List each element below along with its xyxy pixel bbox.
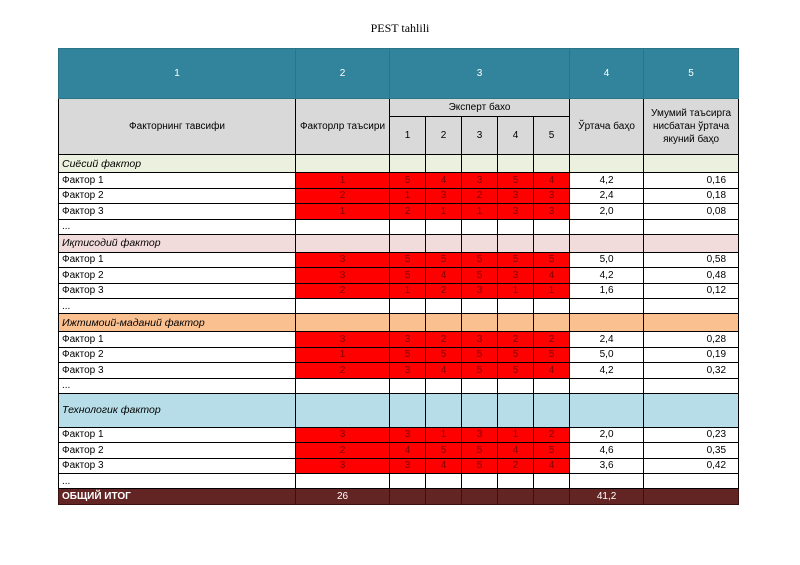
total-blank-cell [644, 489, 739, 505]
section-blank-cell [296, 314, 390, 332]
empty-cell [462, 378, 498, 393]
expert-score-cell: 5 [498, 252, 534, 268]
empty-cell [570, 378, 644, 393]
section-blank-cell [570, 393, 644, 427]
expert-score-cell: 2 [462, 188, 498, 204]
factor-influence-cell: 1 [296, 204, 390, 220]
column-number-2: 2 [296, 49, 390, 99]
expert-score-cell: 2 [426, 283, 462, 299]
empty-cell [390, 378, 426, 393]
section-blank-cell [462, 155, 498, 173]
expert-score-cell: 5 [462, 363, 498, 379]
factor-label: Фактор 3 [59, 363, 296, 379]
average-score-cell: 4,2 [570, 363, 644, 379]
total-blank-cell [426, 489, 462, 505]
total-blank-cell [390, 489, 426, 505]
expert-score-cell: 1 [390, 283, 426, 299]
expert-score-cell: 4 [390, 443, 426, 459]
expert-score-cell: 5 [426, 347, 462, 363]
section-blank-cell [644, 314, 739, 332]
empty-cell [498, 219, 534, 234]
section-row [59, 393, 739, 427]
average-score-cell: 5,0 [570, 252, 644, 268]
factor-row [59, 443, 739, 459]
total-average-sum: 41,2 [570, 489, 644, 505]
average-score-cell: 4,6 [570, 443, 644, 459]
ellipsis-row [59, 299, 739, 314]
ellipsis-row [59, 219, 739, 234]
section-blank-cell [498, 314, 534, 332]
factor-label: Фактор 1 [59, 332, 296, 348]
expert-score-cell: 5 [462, 458, 498, 474]
expert-score-cell: 5 [426, 252, 462, 268]
section-blank-cell [390, 314, 426, 332]
section-blank-cell [390, 393, 426, 427]
ellipsis-row [59, 474, 739, 489]
expert-score-cell: 1 [426, 427, 462, 443]
factor-influence-cell: 1 [296, 173, 390, 189]
average-score-cell: 3,6 [570, 458, 644, 474]
header-row [59, 99, 739, 117]
factor-label: Фактор 3 [59, 204, 296, 220]
factor-label: Фактор 2 [59, 443, 296, 459]
factor-label: Фактор 1 [59, 173, 296, 189]
expert-score-cell: 3 [462, 427, 498, 443]
expert-score-cell: 4 [534, 173, 570, 189]
ellipsis-cell: ... [59, 474, 296, 489]
empty-cell [498, 378, 534, 393]
expert-score-cell: 5 [462, 252, 498, 268]
section-blank-cell [534, 314, 570, 332]
expert-score-cell: 4 [534, 363, 570, 379]
empty-cell [498, 474, 534, 489]
final-score-cell: 0,42 [644, 458, 739, 474]
expert-score-cell: 1 [498, 283, 534, 299]
expert-score-cell: 3 [498, 268, 534, 284]
ellipsis-row [59, 378, 739, 393]
factor-influence-cell: 3 [296, 332, 390, 348]
empty-cell [390, 299, 426, 314]
empty-cell [462, 299, 498, 314]
empty-cell [644, 378, 739, 393]
section-blank-cell [390, 155, 426, 173]
empty-cell [296, 474, 390, 489]
section-row [59, 155, 739, 173]
expert-score-cell: 5 [390, 173, 426, 189]
expert-score-cell: 4 [426, 363, 462, 379]
pest-table [58, 48, 739, 505]
factor-row [59, 283, 739, 299]
factor-row [59, 173, 739, 189]
section-blank-cell [534, 155, 570, 173]
section-blank-cell [462, 234, 498, 252]
factor-label: Фактор 3 [59, 458, 296, 474]
expert-score-cell: 1 [498, 427, 534, 443]
expert-score-cell: 3 [390, 427, 426, 443]
column-number-5: 5 [644, 49, 739, 99]
empty-cell [498, 299, 534, 314]
empty-cell [644, 219, 739, 234]
final-score-cell: 0,23 [644, 427, 739, 443]
expert-score-cell: 5 [390, 268, 426, 284]
average-score-cell: 2,4 [570, 188, 644, 204]
total-blank-cell [534, 489, 570, 505]
expert-score-cell: 3 [534, 188, 570, 204]
factor-row [59, 458, 739, 474]
factor-label: Фактор 3 [59, 283, 296, 299]
empty-cell [534, 219, 570, 234]
section-label: Технологик фактор [59, 393, 296, 427]
empty-cell [462, 474, 498, 489]
factor-row [59, 347, 739, 363]
column-number-4: 4 [570, 49, 644, 99]
expert-score-cell: 4 [426, 458, 462, 474]
expert-score-cell: 3 [390, 332, 426, 348]
empty-cell [462, 219, 498, 234]
average-score-cell: 5,0 [570, 347, 644, 363]
factor-row [59, 204, 739, 220]
factor-influence-cell: 3 [296, 427, 390, 443]
expert-number-1: 1 [390, 117, 426, 155]
final-score-cell: 0,28 [644, 332, 739, 348]
section-blank-cell [498, 155, 534, 173]
total-label: ОБЩИЙ ИТОГ [59, 489, 296, 505]
average-score-header: Ўртача баҳо [570, 99, 644, 155]
expert-number-5: 5 [534, 117, 570, 155]
final-score-cell: 0,32 [644, 363, 739, 379]
average-score-cell: 2,0 [570, 427, 644, 443]
average-score-cell: 1,6 [570, 283, 644, 299]
expert-score-cell: 4 [426, 173, 462, 189]
expert-score-cell: 4 [534, 458, 570, 474]
total-blank-cell [462, 489, 498, 505]
empty-cell [426, 474, 462, 489]
empty-cell [426, 378, 462, 393]
expert-score-cell: 5 [462, 443, 498, 459]
final-score-cell: 0,35 [644, 443, 739, 459]
expert-number-2: 2 [426, 117, 462, 155]
average-score-cell: 2,0 [570, 204, 644, 220]
section-blank-cell [296, 155, 390, 173]
empty-cell [426, 219, 462, 234]
expert-score-cell: 1 [390, 188, 426, 204]
document-title: PEST tahlili [370, 21, 430, 35]
expert-score-cell: 1 [534, 283, 570, 299]
total-influence-sum: 26 [296, 489, 390, 505]
factor-label: Фактор 2 [59, 347, 296, 363]
section-blank-cell [390, 234, 426, 252]
factor-influence-cell: 2 [296, 188, 390, 204]
section-row [59, 314, 739, 332]
factor-row [59, 332, 739, 348]
expert-score-cell: 1 [426, 204, 462, 220]
expert-score-header: Эксперт бахо [390, 99, 570, 117]
final-score-cell: 0,58 [644, 252, 739, 268]
ellipsis-cell: ... [59, 219, 296, 234]
section-blank-cell [426, 393, 462, 427]
expert-score-cell: 5 [462, 347, 498, 363]
column-number-1: 1 [59, 49, 296, 99]
expert-score-cell: 5 [534, 347, 570, 363]
factor-influence-cell: 1 [296, 347, 390, 363]
expert-score-cell: 5 [498, 173, 534, 189]
factor-label: Фактор 1 [59, 427, 296, 443]
empty-cell [426, 299, 462, 314]
empty-cell [644, 474, 739, 489]
ellipsis-cell: ... [59, 378, 296, 393]
expert-score-cell: 5 [462, 268, 498, 284]
empty-cell [534, 299, 570, 314]
factor-influence-cell: 2 [296, 443, 390, 459]
section-blank-cell [426, 155, 462, 173]
expert-score-cell: 2 [534, 427, 570, 443]
column-number-3: 3 [390, 49, 570, 99]
factor-influence-cell: 3 [296, 458, 390, 474]
factor-influence-cell: 2 [296, 363, 390, 379]
empty-cell [296, 299, 390, 314]
section-label: Ижтимоий-маданий фактор [59, 314, 296, 332]
final-score-cell: 0,12 [644, 283, 739, 299]
expert-score-cell: 1 [462, 204, 498, 220]
factor-label: Фактор 1 [59, 252, 296, 268]
expert-score-cell: 5 [390, 347, 426, 363]
expert-score-cell: 4 [426, 268, 462, 284]
expert-number-4: 4 [498, 117, 534, 155]
factor-influence-cell: 2 [296, 283, 390, 299]
factor-label: Фактор 2 [59, 188, 296, 204]
factor-row [59, 188, 739, 204]
final-score-cell: 0,16 [644, 173, 739, 189]
expert-score-cell: 4 [498, 443, 534, 459]
section-blank-cell [570, 155, 644, 173]
expert-score-cell: 2 [426, 332, 462, 348]
final-score-cell: 0,48 [644, 268, 739, 284]
section-blank-cell [426, 314, 462, 332]
ellipsis-cell: ... [59, 299, 296, 314]
final-score-cell: 0,18 [644, 188, 739, 204]
empty-cell [570, 474, 644, 489]
empty-cell [390, 474, 426, 489]
section-blank-cell [644, 155, 739, 173]
expert-score-cell: 3 [462, 332, 498, 348]
factor-influence-header: Факторлр таъсири [296, 99, 390, 155]
empty-cell [534, 378, 570, 393]
empty-cell [570, 219, 644, 234]
factor-row [59, 252, 739, 268]
expert-score-cell: 3 [534, 204, 570, 220]
empty-cell [390, 219, 426, 234]
expert-score-cell: 5 [534, 252, 570, 268]
section-blank-cell [644, 393, 739, 427]
expert-score-cell: 3 [462, 173, 498, 189]
section-label: Сиёсий фактор [59, 155, 296, 173]
expert-score-cell: 3 [390, 363, 426, 379]
empty-cell [570, 299, 644, 314]
expert-score-cell: 3 [462, 283, 498, 299]
total-row [59, 489, 739, 505]
section-label: Иқтисодий фактор [59, 234, 296, 252]
section-blank-cell [644, 234, 739, 252]
expert-score-cell: 2 [498, 332, 534, 348]
column-number-row [59, 49, 739, 99]
section-blank-cell [498, 234, 534, 252]
average-score-cell: 2,4 [570, 332, 644, 348]
expert-score-cell: 5 [390, 252, 426, 268]
empty-cell [296, 378, 390, 393]
expert-score-cell: 2 [534, 332, 570, 348]
expert-score-cell: 3 [498, 204, 534, 220]
expert-score-cell: 3 [390, 458, 426, 474]
total-blank-cell [498, 489, 534, 505]
factor-influence-cell: 3 [296, 252, 390, 268]
factor-label: Фактор 2 [59, 268, 296, 284]
factor-row [59, 268, 739, 284]
section-blank-cell [570, 234, 644, 252]
average-score-cell: 4,2 [570, 268, 644, 284]
expert-score-cell: 5 [498, 363, 534, 379]
expert-number-3: 3 [462, 117, 498, 155]
final-score-header: Умумий таъсирга нисбатан ўртача якуний баҳо [644, 99, 739, 155]
section-blank-cell [534, 393, 570, 427]
section-blank-cell [534, 234, 570, 252]
expert-score-cell: 2 [498, 458, 534, 474]
expert-score-cell: 5 [426, 443, 462, 459]
section-blank-cell [498, 393, 534, 427]
section-blank-cell [462, 393, 498, 427]
section-blank-cell [426, 234, 462, 252]
empty-cell [534, 474, 570, 489]
final-score-cell: 0,19 [644, 347, 739, 363]
section-blank-cell [462, 314, 498, 332]
section-blank-cell [570, 314, 644, 332]
average-score-cell: 4,2 [570, 173, 644, 189]
section-blank-cell [296, 393, 390, 427]
expert-score-cell: 3 [498, 188, 534, 204]
factor-description-header: Факторнинг тавсифи [59, 99, 296, 155]
expert-score-cell: 5 [534, 443, 570, 459]
factor-influence-cell: 3 [296, 268, 390, 284]
section-blank-cell [296, 234, 390, 252]
empty-cell [644, 299, 739, 314]
expert-score-cell: 3 [426, 188, 462, 204]
expert-score-cell: 2 [390, 204, 426, 220]
section-row [59, 234, 739, 252]
factor-row [59, 427, 739, 443]
empty-cell [296, 219, 390, 234]
expert-score-cell: 4 [534, 268, 570, 284]
factor-row [59, 363, 739, 379]
expert-score-cell: 5 [498, 347, 534, 363]
final-score-cell: 0,08 [644, 204, 739, 220]
